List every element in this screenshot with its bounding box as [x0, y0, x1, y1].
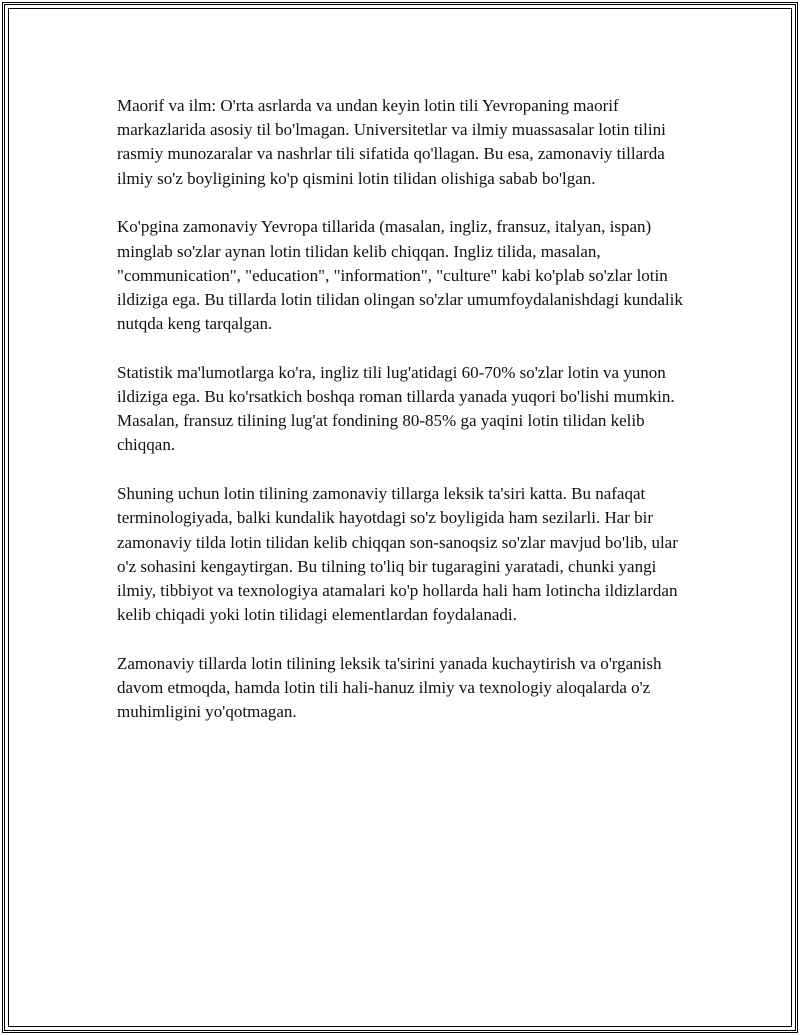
paragraph-2: Ko'pgina zamonaviy Yevropa tillarida (masalan, ingliz, fransuz, italyan, ispan) minglab so'zlar aynan lotin tilidan kelib chiqqan. Ingliz tilida, masalan, "communication", "education", "information", "culture" kabi ko'plab so'zlar lotin ildiziga ega. Bu tillarda lotin tilidan olingan so'zlar umumfoydalanishdagi kundalik nutqda keng tarqalgan. [117, 217, 683, 334]
paragraph-3: Statistik ma'lumotlarga ko'ra, ingliz tili lug'atidagi 60-70% so'zlar lotin va yunon ildiziga ega. Bu ko'rsatkich boshqa roman tillarda yanada yuqori bo'lishi mumkin. Masalan, fransuz tilining lug'at fondining 80-85% ga yaqini lotin tilidan kelib chiqqan. [117, 362, 675, 455]
document-body [117, 94, 687, 749]
paragraph-4: Shuning uchun lotin tilining zamonaviy tillarga leksik ta'siri katta. Bu nafaqat terminologiyada, balki kundalik hayotdagi so'z boyligida ham sezilarli. Har bir zamonaviy tilda lotin tilidan kelib chiqqan son-sanoqsiz so'zlar mavjud bo'lib, ular o'z sohasini kengaytirgan. Bu tilning to'liq bir tugaragini yaratadi, chunki yangi ilmiy, tibbiyot va texnologiya atamalari ko'p hollarda hali ham lotincha ildizlardan kelib chiqadi yoki lotin tilidagi elementlardan foydalanadi. [117, 484, 678, 625]
paragraph-5: Zamonaviy tillarda lotin tilining leksik ta'sirini yanada kuchaytirish va o'rganish davom etmoqda, hamda lotin tili hali-hanuz ilmiy va texnologiy aloqalarda o'z muhimligini yo'qotmagan. [117, 653, 662, 722]
paragraph-1: Maorif va ilm: O'rta asrlarda va undan keyin lotin tili Yevropaning maorif markazlarida asosiy til bo'lmagan. Universitetlar va ilmiy muassasalar lotin tilini rasmiy munozaralar va nashrlar tili sifatida qo'llagan. Bu esa, zamonaviy tillarda ilmiy so'z boyligining ko'p qismini lotin tilidan olishiga sabab bo'lgan. [117, 96, 666, 188]
